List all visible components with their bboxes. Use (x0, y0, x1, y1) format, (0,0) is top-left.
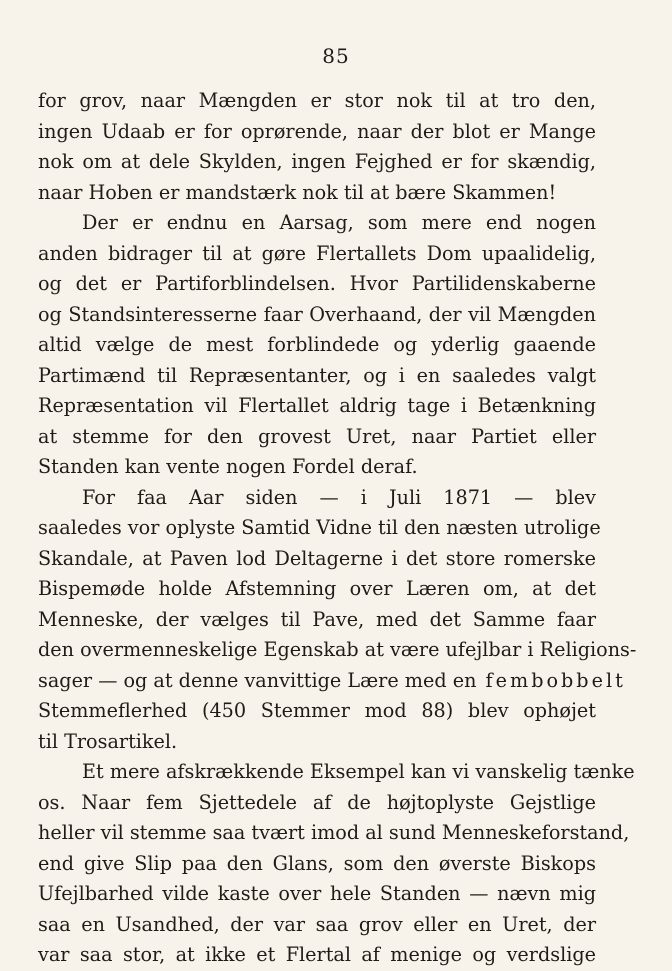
text-line: sager — og at denne vanvittige Lære med en fembobbelt (38, 668, 626, 692)
body-text (38, 86, 637, 971)
emphasized-word: fembobbelt (476, 668, 626, 692)
text-line: Repræsentation vil Flertallet aldrig tage i Betænkning (38, 394, 596, 417)
text-line: og Standsinteresserne faar Overhaand, der vil Mængden (38, 302, 596, 326)
text-line: altid vælge de mest forblindede og yderlig gaaende (38, 333, 596, 356)
text-line: end give Slip paa den Glans, som den øverste Biskops (38, 851, 596, 875)
text-line: Menneske, der vælges til Pave, med det Samme faar (38, 607, 596, 631)
text-line: For faa Aar siden — i Juli 1871 — blev (82, 485, 596, 509)
text-line: Skandale, at Paven lod Deltagerne i det store romerske (38, 546, 596, 570)
text-line: nok om at dele Skylden, ingen Fejghed er for skændig, (38, 150, 596, 173)
text-line: os. Naar fem Sjettedele af de højtoplyste Gejstlige (38, 790, 596, 814)
text-line: Stemmeflerhed (450 Stemmer mod 88) blev ophøjet (38, 699, 596, 722)
text-line: Et mere afskrækkende Eksempel kan vi vanskelig tænke (82, 760, 635, 783)
text-line: at stemme for den grovest Uret, naar Partiet eller (38, 424, 596, 448)
text-line: Standen kan vente nogen Fordel deraf. (38, 455, 418, 478)
text-line: Bispemøde holde Afstemning over Læren om, at det (38, 577, 596, 600)
text-line: for grov, naar Mængden er stor nok til at tro den, (38, 89, 596, 112)
text-line: til Trosartikel. (38, 729, 178, 753)
text-line: heller vil stemme saa tvært imod al sund Menneskeforstand, (38, 821, 630, 844)
text-line: anden bidrager til at gøre Flertallets Dom upaalidelig, (38, 241, 596, 265)
text-line: saa en Usandhed, der var saa grov eller en Uret, der (38, 912, 596, 936)
text-line: naar Hoben er mandstærk nok til at bære Skammen! (38, 180, 557, 204)
text-line: saaledes vor oplyste Samtid Vidne til den næsten utrolige (38, 516, 601, 539)
text-line: og det er Partiforblindelsen. Hvor Partilidenskaberne (38, 272, 596, 295)
text-line: var saa stor, at ikke et Flertal af menige og verdslige (38, 943, 596, 966)
text-line: Partimænd til Repræsentanter, og i en saaledes valgt (38, 363, 596, 387)
text-line: ingen Udaab er for oprørende, naar der blot er Mange (38, 119, 596, 143)
text-line: Ufejlbarhed vilde kaste over hele Standen — nævn mig (38, 882, 596, 905)
text-line: den overmenneskelige Egenskab at være ufejlbar i Religions- (38, 638, 637, 661)
page-number: 85 (322, 44, 350, 68)
text-line: Der er endnu en Aarsag, som mere end nogen (82, 211, 596, 234)
